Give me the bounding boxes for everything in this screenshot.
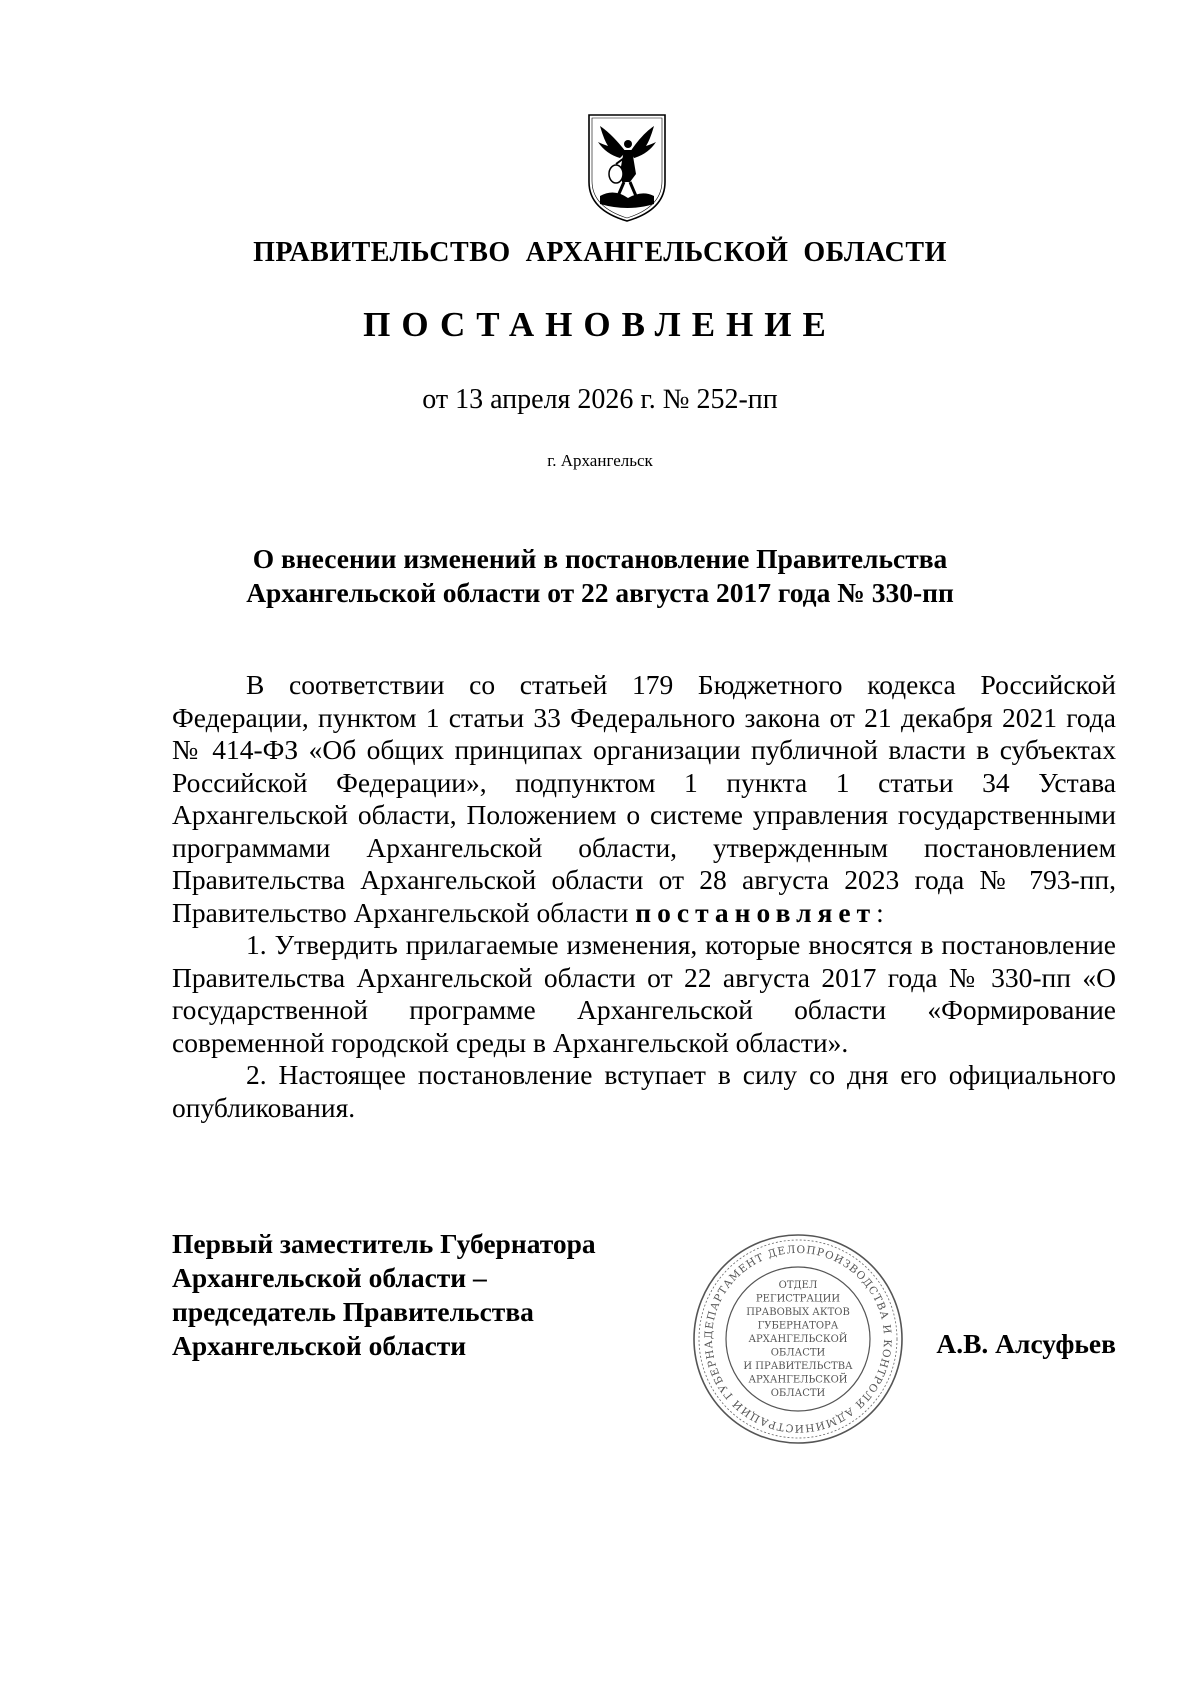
seal-inner-line: ОБЛАСТИ	[770, 1388, 826, 1399]
signer-name: А.В. Алсуфьев	[936, 1328, 1116, 1359]
signer-title	[172, 1227, 692, 1363]
organization-heading: ПРАВИТЕЛЬСТВО АРХАНГЕЛЬСКОЙ ОБЛАСТИ	[253, 237, 947, 268]
signer-title-line-2: Архангельской области –	[172, 1262, 487, 1293]
seal-inner-line: РЕГИСТРАЦИИ	[755, 1293, 841, 1305]
signer-title-line-3: председатель Правительства	[172, 1296, 534, 1327]
official-seal-icon	[688, 1229, 908, 1449]
signer-title-line-4: Архангельской области	[172, 1330, 467, 1361]
seal-inner-line: И ПРАВИТЕЛЬСТВА	[743, 1361, 853, 1372]
coat-of-arms-icon	[586, 112, 668, 224]
seal-outer-text: ДЕПАРТАМЕНТ ДЕЛОПРОИЗВОДСТВА И КОНТРОЛЯ АДМИНИСТРАЦИИ ГУБЕРНА	[702, 1243, 894, 1435]
seal-inner-line: АРХАНГЕЛЬСКОЙ	[748, 1334, 848, 1345]
subject-line-1: О внесении изменений в постановление Правительства	[252, 543, 948, 574]
preamble-text: В соответствии со статьей 179 Бюджетного кодекса Российской Федерации, пунктом 1 статьи 33 Федерального закона от 21 декабря 2021 года № 414-ФЗ «Об общих принципах организации публичной власти в субъектах Российской Федерации», подпунктом 1 пункта 1 статьи 34 Устава Архангельской области, Положением о системе управления государственными программами Архангельской области, утвержденным постановлением Правительства Архангельской области от 28 августа 2023 года № 793-пп, Правительство Архангельской области	[172, 669, 1116, 928]
item-1-paragraph: 1. Утвердить прилагаемые изменения, которые вносятся в постановление Правительства Архангельской области от 22 августа 2017 года № 330-пп «О государственной программе Архангельской области «Формирование современной городской среды в Архангельской области».	[172, 929, 1116, 1058]
document-city: г. Архангельск	[547, 451, 653, 470]
decree-word: постановляет	[635, 896, 877, 928]
signer-title-line-1: Первый заместитель Губернатора	[172, 1228, 596, 1259]
seal-inner-line: ПРАВОВЫХ АКТОВ	[746, 1307, 850, 1318]
document-subject	[240, 542, 960, 610]
subject-line-2: Архангельской области от 22 августа 2017 года № 330-пп	[246, 577, 954, 608]
seal-inner-line: АРХАНГЕЛЬСКОЙ	[748, 1374, 848, 1386]
preamble-end: :	[876, 896, 884, 928]
document-date-number: от 13 апреля 2026 г. № 252-пп	[422, 384, 778, 415]
item-2-paragraph: 2. Настоящее постановление вступает в силу со дня его официального опубликования.	[172, 1059, 1116, 1123]
seal-inner-line: ОТДЕЛ	[778, 1280, 818, 1291]
document-type-heading: ПОСТАНОВЛЕНИЕ	[363, 305, 837, 344]
preamble-paragraph	[172, 669, 1116, 929]
seal-inner-line: ГУБЕРНАТОРА	[757, 1320, 839, 1332]
seal-inner-line: ОБЛАСТИ	[770, 1347, 826, 1359]
document-body	[172, 669, 1116, 1124]
svg-text:ДЕПАРТАМЕНТ ДЕЛОПРОИЗВОДСТВА И	[688, 1229, 893, 1434]
